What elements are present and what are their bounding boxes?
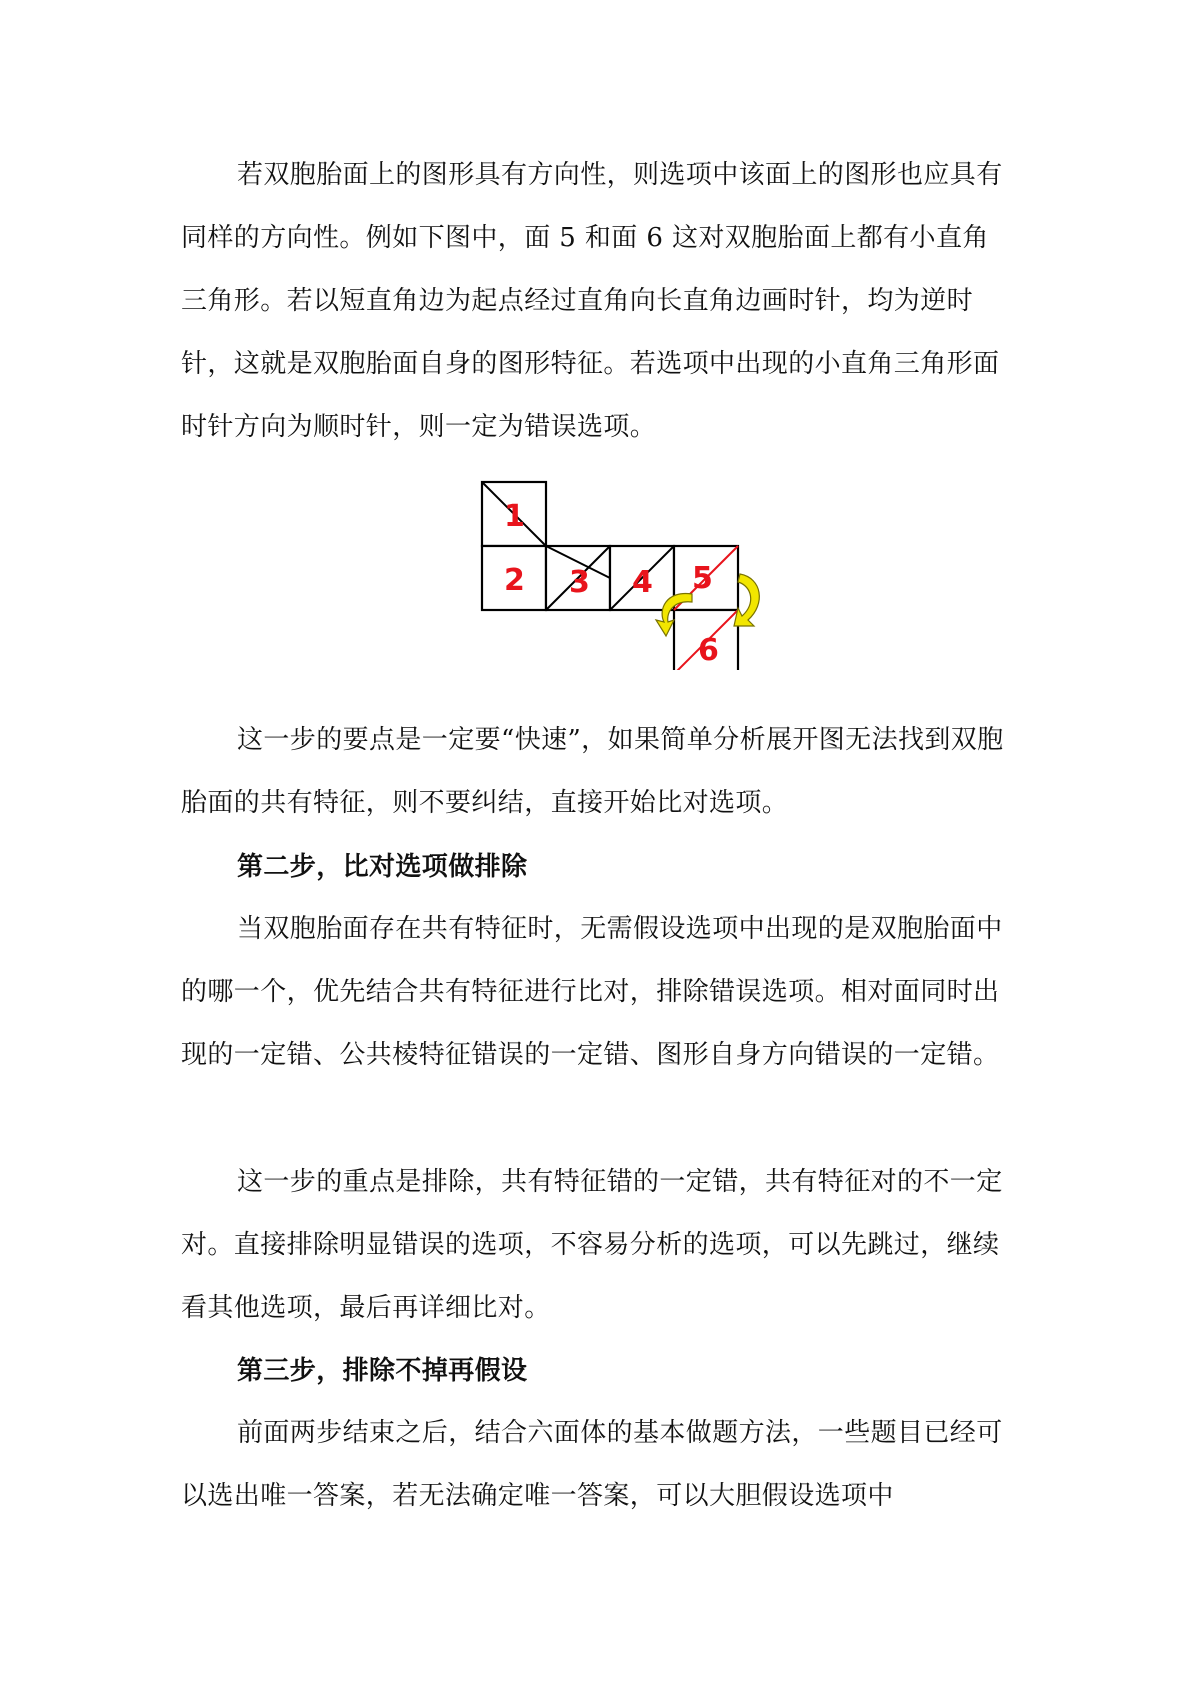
face-label-6: 6 [698,633,719,668]
heading-step-two: 第二步，比对选项做排除 [237,852,528,882]
face-label-4: 4 [632,565,653,600]
face-label-2: 2 [504,563,525,598]
face-label-3: 3 [569,565,590,600]
paragraph-exclusion-focus: 这一步的重点是排除，共有特征错的一定错，共有特征对的不一定对。直接排除明显错误的选项，不容易分析的选项，可以先跳过，继续看其他选项，最后再详细比对。 [181,1167,1003,1323]
face-label-5: 5 [692,561,713,596]
paragraph-quick-step: 这一步的要点是一定要“快速”，如果简单分析展开图无法找到双胞胎面的共有特征，则不要纠结，直接开始比对选项。 [181,725,1004,818]
face-label-1: 1 [504,499,525,534]
heading-step-three: 第三步，排除不掉再假设 [237,1356,528,1386]
cube-net-figure [470,470,770,670]
paragraph-assume: 前面两步结束之后，结合六面体的基本做题方法，一些题目已经可以选出唯一答案，若无法确定唯一答案，可以大胆假设选项中 [181,1418,1003,1511]
paragraph-twin-faces-direction: 若双胞胎面上的图形具有方向性，则选项中该面上的图形也应具有同样的方向性。例如下图中，面 5 和面 6 这对双胞胎面上都有小直角三角形。若以短直角边为起点经过直角向长直角边画时针，均为逆时针，这就是双胞胎面自身的图形特征。若选项中出现的小直角三角形面时针方向为顺时针，则一定为错误选项。 [181,160,1003,442]
paragraph-compare-options: 当双胞胎面存在共有特征时，无需假设选项中出现的是双胞胎面中的哪一个，优先结合共有特征进行比对，排除错误选项。相对面同时出现的一定错、公共棱特征错误的一定错、图形自身方向错误的一定错。 [181,914,1003,1070]
